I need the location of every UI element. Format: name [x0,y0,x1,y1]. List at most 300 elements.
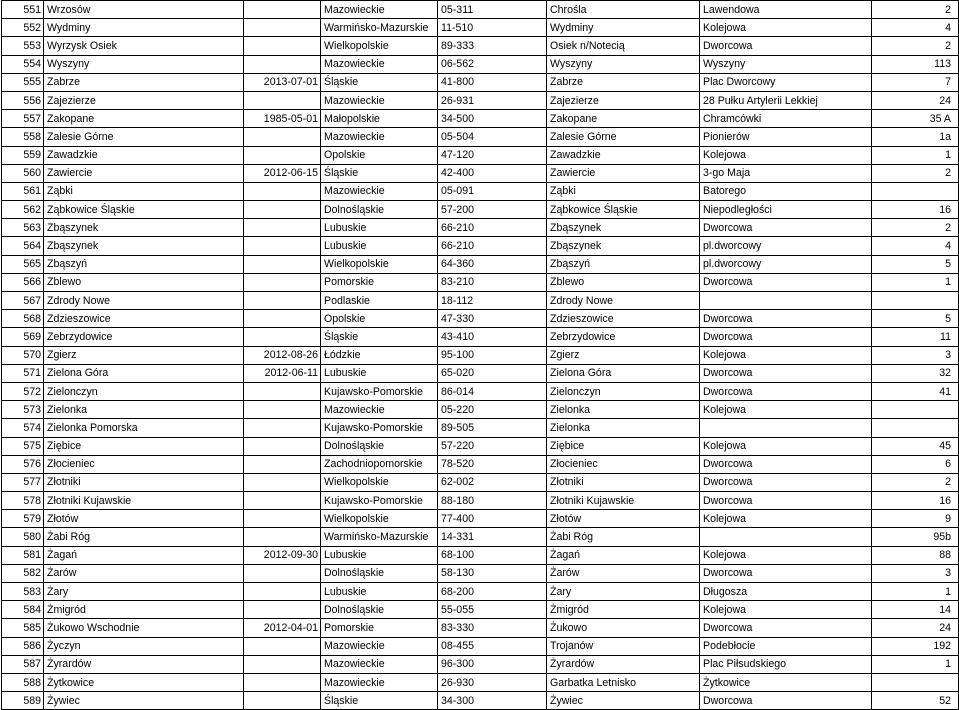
table-row [2,55,959,73]
cell-post-office: Zalesie Górne [547,128,700,146]
cell-number: 577 [2,473,44,491]
table-row [2,583,959,601]
cell-building-number: 52 [872,692,959,710]
cell-number: 557 [2,110,44,128]
cell-building-number: 2 [872,164,959,182]
cell-voivodeship: Warmińsko-Mazurskie [321,19,438,37]
table-row [2,346,959,364]
cell-street: Dworcowa [700,492,872,510]
cell-number: 566 [2,273,44,291]
cell-postal-code: 34-500 [438,110,547,128]
cell-post-office: Zielonka [547,419,700,437]
cell-station-name: Zbąszyń [44,255,244,273]
stations-table [1,0,959,710]
cell-voivodeship: Mazowieckie [321,1,438,19]
cell-date [244,401,321,419]
cell-building-number [872,419,959,437]
cell-date [244,528,321,546]
cell-station-name: Żary [44,583,244,601]
cell-date [244,128,321,146]
cell-postal-code: 26-931 [438,91,547,109]
cell-number: 555 [2,73,44,91]
cell-number: 573 [2,401,44,419]
cell-building-number [872,673,959,691]
cell-building-number: 4 [872,237,959,255]
cell-post-office: Zakopane [547,110,700,128]
cell-voivodeship: Dolnośląskie [321,201,438,219]
cell-voivodeship: Mazowieckie [321,655,438,673]
table-row [2,455,959,473]
cell-station-name: Zielonka Pomorska [44,419,244,437]
cell-station-name: Ziębice [44,437,244,455]
cell-number: 578 [2,492,44,510]
table-row [2,528,959,546]
cell-number: 561 [2,182,44,200]
cell-date [244,492,321,510]
cell-voivodeship: Pomorskie [321,619,438,637]
cell-postal-code: 14-331 [438,528,547,546]
cell-post-office: Trojanów [547,637,700,655]
table-row [2,19,959,37]
cell-voivodeship: Lubuskie [321,364,438,382]
cell-voivodeship: Lubuskie [321,546,438,564]
cell-postal-code: 77-400 [438,510,547,528]
cell-number: 554 [2,55,44,73]
table-row [2,492,959,510]
cell-postal-code: 08-455 [438,637,547,655]
cell-number: 572 [2,382,44,400]
cell-street: Długosza [700,583,872,601]
cell-voivodeship: Śląskie [321,164,438,182]
cell-post-office: Zgierz [547,346,700,364]
cell-building-number: 3 [872,564,959,582]
cell-postal-code: 95-100 [438,346,547,364]
cell-number: 559 [2,146,44,164]
cell-voivodeship: Łódzkie [321,346,438,364]
cell-station-name: Wyszyny [44,55,244,73]
cell-postal-code: 89-333 [438,37,547,55]
cell-building-number: 41 [872,382,959,400]
cell-postal-code: 66-210 [438,219,547,237]
cell-date [244,328,321,346]
cell-station-name: Wrzosów [44,1,244,19]
cell-building-number: 1 [872,655,959,673]
cell-voivodeship: Lubuskie [321,237,438,255]
cell-number: 560 [2,164,44,182]
cell-building-number: 16 [872,201,959,219]
cell-number: 552 [2,19,44,37]
cell-number: 583 [2,583,44,601]
cell-building-number: 88 [872,546,959,564]
cell-post-office: Zdzieszowice [547,310,700,328]
cell-date [244,673,321,691]
cell-street: Żytkowice [700,673,872,691]
cell-postal-code: 05-220 [438,401,547,419]
cell-station-name: Wyrzysk Osiek [44,37,244,55]
cell-street: pl.dworcowy [700,255,872,273]
cell-building-number: 2 [872,219,959,237]
cell-station-name: Żyrardów [44,655,244,673]
table-row [2,364,959,382]
cell-street: Plac Piłsudskiego [700,655,872,673]
cell-voivodeship: Opolskie [321,146,438,164]
cell-post-office: Zblewo [547,273,700,291]
table-row [2,73,959,91]
cell-post-office: Żyrardów [547,655,700,673]
cell-postal-code: 57-200 [438,201,547,219]
cell-street: 28 Pułku Artylerii Lekkiej [700,91,872,109]
table-row [2,310,959,328]
cell-postal-code: 65-020 [438,364,547,382]
cell-number: 587 [2,655,44,673]
cell-postal-code: 89-505 [438,419,547,437]
table-row [2,546,959,564]
cell-voivodeship: Wielkopolskie [321,37,438,55]
cell-street [700,292,872,310]
cell-post-office: Zawadzkie [547,146,700,164]
cell-post-office: Złotniki Kujawskie [547,492,700,510]
cell-street: Pionierów [700,128,872,146]
cell-voivodeship: Zachodniopomorskie [321,455,438,473]
cell-post-office: Wydminy [547,19,700,37]
cell-post-office: Zajezierze [547,91,700,109]
cell-voivodeship: Warmińsko-Mazurskie [321,528,438,546]
cell-post-office: Złotniki [547,473,700,491]
cell-station-name: Zabrze [44,73,244,91]
cell-building-number: 16 [872,492,959,510]
table-row [2,328,959,346]
cell-street: pl.dworcowy [700,237,872,255]
table-row [2,110,959,128]
cell-street: Kolejowa [700,601,872,619]
cell-street: Kolejowa [700,401,872,419]
cell-street: Plac Dworcowy [700,73,872,91]
cell-date [244,219,321,237]
cell-station-name: Wydminy [44,19,244,37]
cell-station-name: Żabi Róg [44,528,244,546]
cell-number: 588 [2,673,44,691]
cell-post-office: Garbatka Letnisko [547,673,700,691]
cell-voivodeship: Dolnośląskie [321,437,438,455]
cell-station-name: Zielona Góra [44,364,244,382]
cell-building-number: 4 [872,19,959,37]
cell-postal-code: 68-200 [438,583,547,601]
cell-post-office: Żywiec [547,692,700,710]
cell-street: Dworcowa [700,273,872,291]
cell-street: Dworcowa [700,37,872,55]
cell-number: 581 [2,546,44,564]
cell-building-number: 192 [872,637,959,655]
cell-date [244,382,321,400]
cell-street: Dworcowa [700,219,872,237]
table-row [2,673,959,691]
cell-post-office: Zdrody Nowe [547,292,700,310]
cell-post-office: Złocieniec [547,455,700,473]
cell-street: Dworcowa [700,310,872,328]
table-row [2,692,959,710]
cell-voivodeship: Mazowieckie [321,673,438,691]
cell-voivodeship: Wielkopolskie [321,510,438,528]
cell-post-office: Żagań [547,546,700,564]
cell-number: 589 [2,692,44,710]
cell-building-number [872,401,959,419]
cell-street: Chramcówki [700,110,872,128]
cell-building-number [872,292,959,310]
cell-street: Dworcowa [700,364,872,382]
cell-street: Kolejowa [700,546,872,564]
cell-post-office: Zabrze [547,73,700,91]
cell-number: 580 [2,528,44,546]
cell-postal-code: 58-130 [438,564,547,582]
cell-building-number: 24 [872,619,959,637]
cell-number: 567 [2,292,44,310]
cell-post-office: Zielona Góra [547,364,700,382]
cell-street: Dworcowa [700,692,872,710]
table-row [2,437,959,455]
table-row [2,128,959,146]
cell-station-name: Zawiercie [44,164,244,182]
cell-postal-code: 18-112 [438,292,547,310]
cell-post-office: Zbąszyń [547,255,700,273]
cell-station-name: Złotniki [44,473,244,491]
cell-post-office: Zebrzydowice [547,328,700,346]
cell-number: 584 [2,601,44,619]
cell-building-number: 5 [872,255,959,273]
cell-date [244,564,321,582]
cell-building-number: 9 [872,510,959,528]
cell-building-number: 45 [872,437,959,455]
cell-postal-code: 68-100 [438,546,547,564]
cell-date [244,19,321,37]
table-row [2,237,959,255]
cell-number: 575 [2,437,44,455]
cell-date [244,419,321,437]
cell-building-number: 2 [872,473,959,491]
cell-number: 569 [2,328,44,346]
cell-building-number: 1 [872,583,959,601]
cell-post-office: Żarów [547,564,700,582]
table-row [2,219,959,237]
cell-number: 562 [2,201,44,219]
cell-number: 582 [2,564,44,582]
cell-post-office: Wyszyny [547,55,700,73]
cell-voivodeship: Kujawsko-Pomorskie [321,382,438,400]
cell-building-number: 6 [872,455,959,473]
cell-date: 2012-09-30 [244,546,321,564]
cell-date: 2012-08-26 [244,346,321,364]
cell-voivodeship: Dolnośląskie [321,601,438,619]
cell-station-name: Zielonka [44,401,244,419]
cell-street: Dworcowa [700,455,872,473]
cell-number: 551 [2,1,44,19]
table-row [2,655,959,673]
cell-building-number [872,182,959,200]
cell-postal-code: 05-504 [438,128,547,146]
cell-street: Kolejowa [700,346,872,364]
cell-post-office: Zawiercie [547,164,700,182]
cell-date [244,91,321,109]
cell-building-number: 1a [872,128,959,146]
cell-voivodeship: Lubuskie [321,219,438,237]
table-row [2,255,959,273]
cell-street: Kolejowa [700,146,872,164]
table-row [2,273,959,291]
cell-postal-code: 64-360 [438,255,547,273]
cell-voivodeship: Kujawsko-Pomorskie [321,419,438,437]
cell-station-name: Zielonczyn [44,382,244,400]
cell-number: 576 [2,455,44,473]
cell-date [244,601,321,619]
cell-station-name: Złotniki Kujawskie [44,492,244,510]
cell-postal-code: 11-510 [438,19,547,37]
cell-voivodeship: Wielkopolskie [321,473,438,491]
cell-number: 585 [2,619,44,637]
cell-date [244,510,321,528]
cell-number: 558 [2,128,44,146]
cell-street: Podebłocie [700,637,872,655]
cell-voivodeship: Podlaskie [321,292,438,310]
cell-date [244,437,321,455]
cell-date [244,292,321,310]
cell-voivodeship: Mazowieckie [321,637,438,655]
cell-voivodeship: Wielkopolskie [321,255,438,273]
table-body [2,1,959,710]
cell-post-office: Ząbki [547,182,700,200]
cell-street [700,419,872,437]
cell-voivodeship: Mazowieckie [321,128,438,146]
cell-date [244,255,321,273]
cell-postal-code: 96-300 [438,655,547,673]
cell-street: Batorego [700,182,872,200]
cell-building-number: 1 [872,146,959,164]
table-row [2,182,959,200]
table-row [2,146,959,164]
cell-station-name: Ząbki [44,182,244,200]
cell-voivodeship: Mazowieckie [321,55,438,73]
cell-post-office: Żmigród [547,601,700,619]
cell-street: Dworcowa [700,382,872,400]
cell-post-office: Zbąszynek [547,237,700,255]
cell-date: 2013-07-01 [244,73,321,91]
cell-date [244,692,321,710]
cell-street: Wyszyny [700,55,872,73]
cell-date: 1985-05-01 [244,110,321,128]
cell-date [244,273,321,291]
table-row [2,564,959,582]
cell-station-name: Zblewo [44,273,244,291]
cell-voivodeship: Śląskie [321,73,438,91]
cell-street [700,528,872,546]
cell-station-name: Zawadzkie [44,146,244,164]
table-row [2,619,959,637]
cell-street: Dworcowa [700,473,872,491]
cell-postal-code: 62-002 [438,473,547,491]
cell-number: 565 [2,255,44,273]
cell-station-name: Żmigród [44,601,244,619]
cell-street: Lawendowa [700,1,872,19]
cell-postal-code: 86-014 [438,382,547,400]
cell-building-number: 7 [872,73,959,91]
cell-station-name: Zdrody Nowe [44,292,244,310]
cell-street: Dworcowa [700,619,872,637]
cell-building-number: 2 [872,1,959,19]
cell-building-number: 32 [872,364,959,382]
cell-number: 564 [2,237,44,255]
cell-building-number: 2 [872,37,959,55]
cell-post-office: Ziębice [547,437,700,455]
table-row [2,401,959,419]
cell-station-name: Ząbkowice Śląskie [44,201,244,219]
table-row [2,419,959,437]
cell-post-office: Żabi Róg [547,528,700,546]
cell-postal-code: 42-400 [438,164,547,182]
cell-postal-code: 34-300 [438,692,547,710]
cell-date [244,473,321,491]
cell-station-name: Żukowo Wschodnie [44,619,244,637]
cell-station-name: Zdzieszowice [44,310,244,328]
cell-postal-code: 55-055 [438,601,547,619]
cell-building-number: 35 A [872,110,959,128]
cell-date [244,182,321,200]
cell-building-number: 5 [872,310,959,328]
cell-station-name: Życzyn [44,637,244,655]
cell-number: 570 [2,346,44,364]
cell-station-name: Złocieniec [44,455,244,473]
cell-postal-code: 05-091 [438,182,547,200]
cell-postal-code: 83-330 [438,619,547,637]
cell-post-office: Zielonczyn [547,382,700,400]
cell-building-number: 14 [872,601,959,619]
cell-station-name: Zakopane [44,110,244,128]
cell-voivodeship: Dolnośląskie [321,564,438,582]
cell-station-name: Zebrzydowice [44,328,244,346]
cell-number: 568 [2,310,44,328]
cell-building-number: 1 [872,273,959,291]
cell-post-office: Żary [547,583,700,601]
cell-date [244,201,321,219]
cell-number: 579 [2,510,44,528]
cell-number: 556 [2,91,44,109]
cell-post-office: Chrośla [547,1,700,19]
cell-number: 586 [2,637,44,655]
cell-date [244,55,321,73]
cell-station-name: Żagań [44,546,244,564]
cell-postal-code: 47-330 [438,310,547,328]
cell-date [244,310,321,328]
cell-voivodeship: Opolskie [321,310,438,328]
cell-postal-code: 26-930 [438,673,547,691]
cell-voivodeship: Kujawsko-Pomorskie [321,492,438,510]
cell-date [244,37,321,55]
cell-date [244,146,321,164]
cell-postal-code: 43-410 [438,328,547,346]
cell-postal-code: 57-220 [438,437,547,455]
cell-number: 563 [2,219,44,237]
table-row [2,91,959,109]
cell-station-name: Złotów [44,510,244,528]
cell-postal-code: 05-311 [438,1,547,19]
cell-building-number: 95b [872,528,959,546]
cell-street: Dworcowa [700,564,872,582]
cell-station-name: Żywiec [44,692,244,710]
table-row [2,510,959,528]
cell-number: 571 [2,364,44,382]
cell-voivodeship: Pomorskie [321,273,438,291]
table-row [2,473,959,491]
cell-voivodeship: Śląskie [321,328,438,346]
cell-street: Niepodległości [700,201,872,219]
cell-date: 2012-06-11 [244,364,321,382]
